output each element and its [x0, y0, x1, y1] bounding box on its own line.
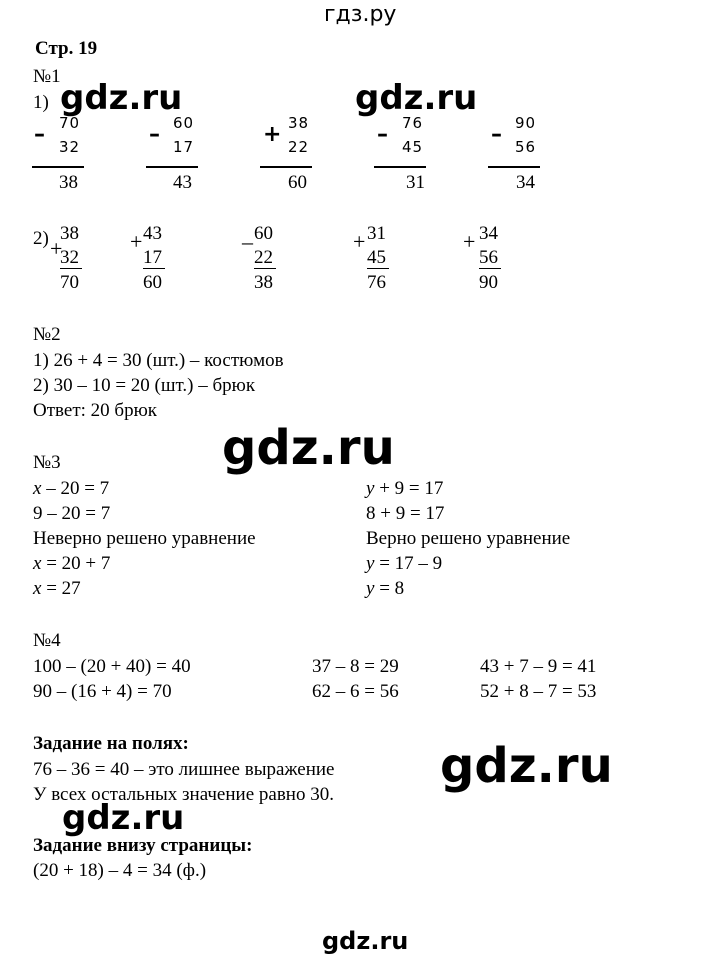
task4-expression: 90 – (16 + 4) = 70 — [33, 681, 172, 702]
task2-heading: №2 — [33, 324, 61, 345]
sum-line — [367, 268, 389, 269]
op-bottom: 45 — [367, 247, 386, 268]
sum-line — [143, 268, 165, 269]
op-bottom: 17 — [143, 247, 162, 268]
op-sign: – — [491, 122, 502, 147]
op-result: 70 — [60, 272, 79, 293]
op-sign: + — [463, 229, 476, 254]
sum-line — [260, 166, 312, 168]
watermark: gdz.ru — [440, 738, 613, 794]
op-result: 31 — [406, 172, 425, 193]
site-header: гдз.ру — [324, 2, 397, 27]
task4-expression: 100 – (20 + 40) = 40 — [33, 656, 191, 677]
task4-expression: 52 + 8 – 7 = 53 — [480, 681, 597, 702]
task3-left-equation: x – 20 = 7 — [33, 478, 110, 499]
op-bottom: 22 — [288, 138, 310, 156]
task1-heading: №1 — [33, 66, 61, 87]
op-top: 38 — [60, 223, 79, 244]
op-bottom: 17 — [173, 138, 195, 156]
task3-right-verdict: Верно решено уравнение — [366, 528, 571, 549]
task4-expression: 43 + 7 – 9 = 41 — [480, 656, 597, 677]
op-result: 60 — [288, 172, 307, 193]
op-bottom: 45 — [402, 138, 424, 156]
sum-line — [479, 268, 501, 269]
op-bottom: 32 — [59, 138, 81, 156]
op-result: 43 — [173, 172, 192, 193]
op-sign: – — [242, 229, 253, 254]
task3-right-step: y = 17 – 9 — [366, 553, 443, 574]
watermark: gdz.ru — [355, 78, 478, 118]
op-top: 31 — [367, 223, 386, 244]
op-sign: + — [50, 236, 63, 261]
task1-part2-label: 2) — [33, 228, 49, 249]
task2-line: 2) 30 – 10 = 20 (шт.) – брюк — [33, 375, 256, 396]
margin-task-line: 76 – 36 = 40 – это лишнее выражение — [33, 759, 335, 780]
task3-heading: №3 — [33, 452, 61, 473]
sum-line — [60, 268, 82, 269]
op-result: 90 — [479, 272, 498, 293]
task2-answer: Ответ: 20 брюк — [33, 400, 157, 421]
task3-right-check: 8 + 9 = 17 — [366, 503, 445, 524]
op-top: 70 — [59, 114, 81, 132]
task3-left-step: x = 20 + 7 — [33, 553, 111, 574]
op-top: 34 — [479, 223, 498, 244]
op-top: 76 — [402, 114, 424, 132]
sum-line — [32, 166, 84, 168]
op-sign: – — [377, 122, 388, 147]
bottom-task-heading: Задание внизу страницы: — [33, 835, 253, 856]
task1-part1-label: 1) — [33, 92, 49, 113]
sum-line — [488, 166, 540, 168]
task4-heading: №4 — [33, 630, 61, 651]
op-result: 60 — [143, 272, 162, 293]
task4-expression: 37 – 8 = 29 — [312, 656, 399, 677]
watermark: gdz.ru — [222, 420, 395, 476]
op-sign: + — [130, 229, 143, 254]
op-result: 38 — [254, 272, 273, 293]
op-sign: + — [353, 229, 366, 254]
op-bottom: 32 — [60, 247, 79, 268]
task2-line: 1) 26 + 4 = 30 (шт.) – костюмов — [33, 350, 284, 371]
bottom-task-line: (20 + 18) – 4 = 34 (ф.) — [33, 860, 207, 881]
margin-task-heading: Задание на полях: — [33, 733, 189, 754]
task4-expression: 62 – 6 = 56 — [312, 681, 399, 702]
op-top: 90 — [515, 114, 537, 132]
op-top: 60 — [173, 114, 195, 132]
op-top: 60 — [254, 223, 273, 244]
op-sign: + — [263, 122, 282, 147]
task3-left-answer: x = 27 — [33, 578, 81, 599]
task3-left-verdict: Неверно решено уравнение — [33, 528, 256, 549]
sum-line — [374, 166, 426, 168]
op-top: 38 — [288, 114, 310, 132]
op-bottom: 56 — [479, 247, 498, 268]
page-label: Стр. 19 — [35, 38, 98, 59]
op-top: 43 — [143, 223, 162, 244]
op-bottom: 22 — [254, 247, 273, 268]
op-sign: – — [149, 122, 160, 147]
op-sign: – — [34, 122, 45, 147]
watermark: gdz.ru — [62, 798, 185, 838]
sum-line — [254, 268, 276, 269]
task3-left-check: 9 – 20 = 7 — [33, 503, 111, 524]
margin-task-line: У всех остальных значение равно 30. — [33, 784, 334, 805]
sum-line — [146, 166, 198, 168]
task3-right-answer: y = 8 — [366, 578, 405, 599]
task3-right-equation: y + 9 = 17 — [366, 478, 444, 499]
op-bottom: 56 — [515, 138, 537, 156]
footer-watermark: gdz.ru — [322, 927, 409, 955]
op-result: 76 — [367, 272, 386, 293]
op-result: 34 — [516, 172, 535, 193]
watermark: gdz.ru — [60, 78, 183, 118]
op-result: 38 — [59, 172, 78, 193]
